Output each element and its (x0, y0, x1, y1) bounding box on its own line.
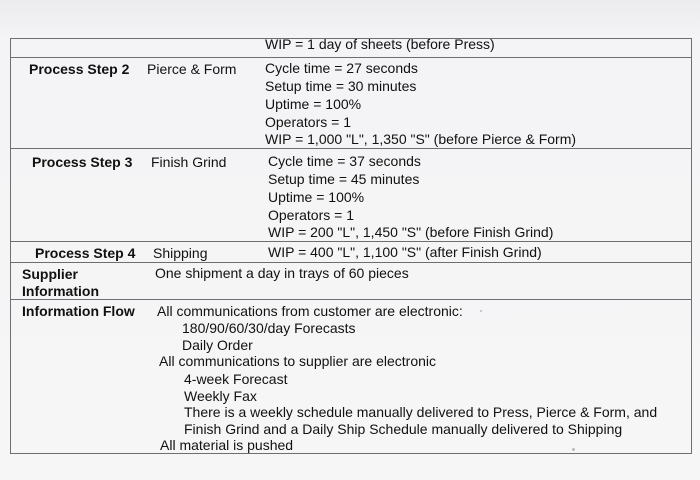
supplier-label: Supplier (22, 266, 79, 282)
step2-detail: Uptime = 100% (265, 96, 362, 112)
info-flow-label: Information Flow (22, 303, 135, 319)
step3-name: Finish Grind (151, 154, 227, 170)
supplier-label: Information (22, 283, 99, 299)
step3-label: Process Step 3 (32, 154, 133, 170)
step3-detail: Operators = 1 (268, 207, 354, 223)
speck (480, 310, 482, 312)
step3-detail: Setup time = 45 minutes (268, 171, 420, 187)
info-flow-line: All material is pushed (160, 437, 294, 453)
row-divider (10, 262, 692, 263)
step2-detail: Cycle time = 27 seconds (265, 60, 418, 76)
supplier-text: One shipment a day in trays of 60 pieces (155, 265, 409, 281)
row-divider (10, 241, 692, 242)
step4-name: Shipping (153, 245, 208, 261)
row-divider (10, 148, 692, 149)
top-wip-text: WIP = 1 day of sheets (before Press) (265, 36, 495, 52)
step2-name: Pierce & Form (147, 61, 237, 77)
info-flow-line: All communications to supplier are electronic (159, 353, 437, 369)
step3-detail: Uptime = 100% (268, 189, 365, 205)
row-divider (10, 57, 692, 58)
info-flow-line: There is a weekly schedule manually delivered to Press, Pierce & Form, and (184, 404, 658, 420)
info-flow-line: Finish Grind and a Daily Ship Schedule manually delivered to Shipping (184, 421, 623, 437)
step4-wip: WIP = 400 "L", 1,100 "S" (after Finish Grind) (268, 244, 542, 260)
info-flow-line: 4-week Forecast (184, 371, 288, 387)
info-flow-line: All communications from customer are electronic: (157, 303, 463, 319)
row-divider (10, 299, 692, 300)
speck (572, 448, 575, 451)
step2-detail: Operators = 1 (265, 114, 351, 130)
step2-label: Process Step 2 (29, 61, 130, 77)
info-flow-line: Daily Order (182, 337, 253, 353)
info-flow-line: Weekly Fax (184, 388, 257, 404)
step4-label: Process Step 4 (35, 245, 136, 261)
step2-detail: WIP = 1,000 "L", 1,350 "S" (before Pierce & Form) (265, 131, 577, 147)
step3-detail: Cycle time = 37 seconds (268, 153, 421, 169)
step3-detail: WIP = 200 "L", 1,450 "S" (before Finish Grind) (268, 224, 554, 240)
step2-detail: Setup time = 30 minutes (265, 78, 417, 94)
info-flow-line: 180/90/60/30/day Forecasts (182, 320, 356, 336)
